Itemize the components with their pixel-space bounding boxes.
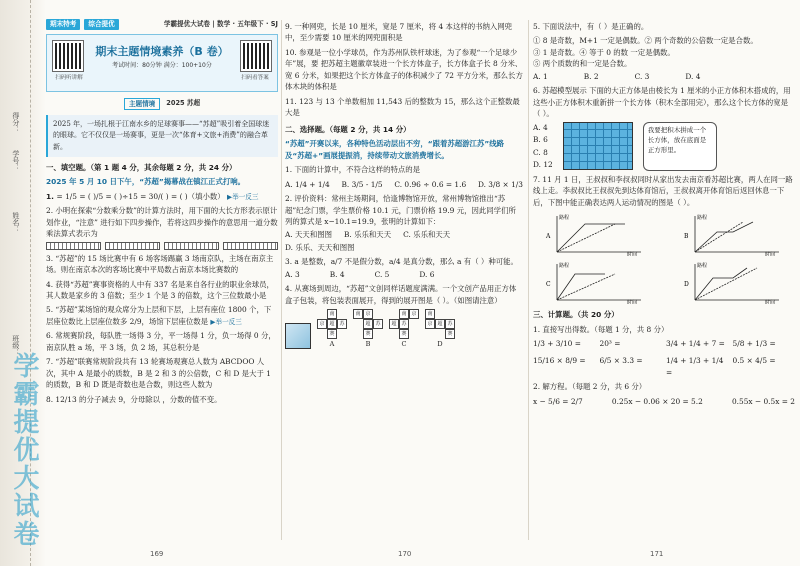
question-number: 1.: [46, 191, 57, 201]
page-number: 169: [150, 550, 164, 559]
strip: [223, 242, 278, 250]
option-c[interactable]: C. 0.96 ÷ 0.6 = 1.6: [394, 179, 467, 189]
theme-value: 2025 苏超: [166, 99, 201, 107]
question-4: 4. 获得“苏超”赛事资格的人中有 337 名是来自各行业的职业余球员，其人数是家乡的 3 倍数；至少 1 个是 3 的倍数，这个三位数最小是: [46, 279, 274, 300]
page-170: [285, 18, 523, 349]
question-9: 9. 一种网兜，长是 10 厘米，宽是 7 厘米，将 4 本这样的书纳入网兜中，至少需要 10 厘米的网兜面积是: [285, 22, 513, 43]
option-d[interactable]: D. 4: [685, 71, 701, 81]
paper-meta: 考试时间：80分钟 满分：100+10分: [112, 62, 212, 69]
option-b[interactable]: B. 乐乐和天天: [344, 229, 392, 239]
choice-1: 1. 下面的计算中，不符合这样的特点的是: [285, 165, 421, 175]
question-11: 11. 123 与 13 个单数相加 11,543 后的整数为 15，那么这个正整数最大是: [285, 96, 520, 118]
svg-text:时间: 时间: [627, 252, 638, 257]
option-d[interactable]: D. 12: [533, 160, 553, 170]
cube-nets: [285, 309, 523, 349]
choice-1-options: [285, 179, 523, 190]
subject-line: 学霸提优大试卷 | 数学 · 五年级下 · SJ: [163, 19, 278, 28]
speech-bubble: 我要把积木拼成一个长方体，放在底面是正方形里。: [643, 122, 717, 171]
net-c[interactable]: 南 京 超 苏 赛 C: [389, 309, 419, 349]
net-label: B: [365, 340, 371, 349]
svg-text:路程: 路程: [559, 215, 570, 222]
page-number: 170: [398, 550, 412, 559]
graph-label: A: [546, 233, 551, 241]
page-header: [46, 18, 278, 30]
question-1: [46, 191, 278, 202]
theme-row: [46, 98, 278, 110]
choice-6: 6. 苏超模型展示 下面的大正方体是由棱长为 1 厘米的小正方体积木搭成的，用这些小正方体积木重新拼一个长方体（积木全部用完），那么这个长方体的宽是（ ）。: [533, 86, 791, 119]
option-d[interactable]: D. 6: [419, 269, 435, 279]
net-d[interactable]: 南 京 超 苏 赛 D: [425, 309, 455, 349]
tag-final-exam: 期末特考: [46, 19, 80, 30]
section-title: 三、计算题。（共 20 分）: [533, 310, 619, 320]
option-a[interactable]: A. 天天和图图: [285, 229, 332, 239]
svg-text:路程: 路程: [559, 263, 570, 270]
student-id-field: 学号：: [11, 150, 20, 171]
question-8: 8. 12/13 的分子减去 9，分母除以 ，分数的值不变。: [46, 394, 222, 404]
calc-item: 20³ =: [599, 338, 621, 348]
section-title: 一、填空题。（第 1 题 4 分，其余每题 2 分，共 24 分）: [46, 162, 237, 172]
choice-5-options: [533, 71, 795, 82]
calc-item: 0.5 × 4/5 =: [732, 356, 776, 366]
motion-graphs: [533, 212, 795, 304]
option-b[interactable]: B. 3/5 - 1/5: [341, 179, 383, 189]
theme-label: 主题情境: [124, 98, 160, 110]
net-b[interactable]: 南 京 超 苏 赛 B: [353, 309, 383, 349]
name-field: 姓名：: [11, 212, 20, 233]
net-label: A: [329, 340, 335, 349]
calc-item: 1/4 + 1/3 + 1/4 =: [666, 356, 724, 377]
date-line: 2025 年 5 月 10 日下午，“苏超”揭幕战在镇江正式打响。: [46, 177, 246, 187]
page-169: [46, 18, 278, 405]
equations: [533, 396, 795, 407]
svg-text:路程: 路程: [697, 215, 708, 222]
binding-strip: [0, 0, 46, 566]
choice-3-options: [285, 269, 523, 280]
column-divider: [281, 20, 282, 540]
score-field: 得分：: [11, 112, 20, 133]
calc-item: 5/8 + 1/3 =: [732, 338, 776, 348]
calc-part-2: 2. 解方程。（每题 2 分，共 6 分）: [533, 382, 647, 392]
svg-text:时间: 时间: [627, 300, 638, 305]
column-divider: [528, 20, 529, 540]
svg-text:B: B: [684, 233, 689, 241]
strip: [105, 242, 160, 250]
option-c[interactable]: C. 5: [374, 269, 390, 279]
paper-title: 期末主题情境素养（B 卷）: [95, 45, 229, 58]
calc-item: 15/16 × 8/9 =: [533, 356, 586, 366]
practice-note: ▶举一反三: [227, 192, 259, 201]
graph-c[interactable]: [533, 260, 657, 304]
calc-item: 3/4 + 1/4 + 7 =: [666, 338, 725, 348]
section-title: 二、选择题。（每题 2 分，共 14 分）: [285, 124, 411, 134]
graph-b[interactable]: [671, 212, 795, 256]
brand-logo: 学霸提优大试卷: [9, 352, 39, 548]
choice-2-options: [285, 229, 523, 254]
option-b[interactable]: B. 4: [329, 269, 345, 279]
equation: x − 5/6 = 2/7: [533, 396, 583, 406]
svg-text:时间: 时间: [765, 252, 776, 257]
net-label: C: [401, 340, 407, 349]
svg-text:D: D: [684, 281, 689, 289]
choice-6-body: [533, 122, 795, 171]
net-label: D: [437, 340, 443, 349]
section-fill-blank: [46, 162, 278, 173]
page-number: 171: [650, 550, 664, 559]
cube-illustration: [285, 323, 311, 349]
svg-text:路程: 路程: [697, 263, 708, 270]
section-intro: “苏超”开赛以来，各种特色活动层出不穷，“跟着苏超游江苏”线路及“苏超+”画展提振消，持续带动文旅消费增长。: [285, 139, 504, 160]
graph-a[interactable]: [533, 212, 657, 256]
qr-code-left: [53, 41, 83, 71]
title-box: [46, 34, 278, 92]
calc-item: 1/3 + 3/10 =: [533, 338, 581, 348]
option-a[interactable]: A. 1/4 + 1/4: [285, 179, 330, 189]
section-choice: [285, 124, 523, 135]
choice-6-options: [533, 122, 553, 171]
equation: 0.25x − 0.06 × 20 = 5.2: [611, 396, 703, 406]
strip: [164, 242, 219, 250]
question-7: 7. “苏超”联赛常规阶段共有 13 轮赛场观赛总人数为 ABCDOO 人次，其中 A 是最小的质数，B 是 2 和 3 的公倍数，C 和 D 是大于 1 的质数，B 和 D 既是奇数也是合数，则这些人数为: [46, 357, 271, 390]
question-3: 3. “苏超”的 15 场比赛中有 6 场客场踢赢 3 场南京队，主场在南京主场。则在南京本次的客场比赛中平局数占南京本场比赛数的: [46, 253, 274, 275]
graph-d[interactable]: [671, 260, 795, 304]
choice-7: 7. 11 月 1 日，王叔叔和李叔叔同时从家出发去南京看苏超比赛，两人在同一路线上走。李叔叔比王叔叔先到达体育馆后，王叔叔离开体育馆后返回休息一下后，下图中能正确表达两人运动情况的图是（ ）。: [533, 174, 793, 207]
intro-paragraph: 2025 年，一场扎根于江南水乡的足球赛事——“苏超”吸引着全国球迷的眼球。它不仅仅是一场赛事，更是一次“体育+文旅+消费”的融合革新。: [46, 115, 278, 157]
choice-4: 4. 从赛场到周边，“苏超”文创同样话题度满满。一个文创产品用正方体盒子包装，将包装表面展开，得到的展开图是（ ）。（如图请注意）: [285, 284, 517, 305]
statement: ③ 1 是奇数。④ 等于 0 的数 一定是偶数。: [533, 47, 675, 57]
statement: ① 8 是奇数，M+1 一定是偶数。② 两个奇数的公倍数一定是合数。: [533, 36, 758, 46]
qr-code-right: [241, 41, 271, 71]
option-d[interactable]: D. 乐乐、天天和图图: [285, 242, 355, 252]
question-text: = 1/5 = ( )/5 = ( )÷15 = 30/( ) = ( )（填小数）: [56, 191, 225, 201]
qr-caption-left: 扫码听讲解: [55, 75, 83, 81]
option-a[interactable]: A. 4: [533, 122, 548, 132]
calc-part-1: 1. 直接写出得数。（每题 1 分，共 8 分）: [533, 324, 669, 334]
section-calculation: [533, 309, 795, 320]
fraction-strips: [46, 242, 278, 250]
question-10: 10. 参观是一位小学球员，作为苏州队铁杆球迷，为了参观“一个足球少年”展，要 把苏超主题徽章装进一个长方体盒子，长方体盒子长 8 分米、宽 6 分米，如果把这个长方体盒子的体积减少了 72 平方分米，那么长方体木块的体积是: [285, 47, 523, 92]
practice-note: ▶举一反三: [210, 317, 242, 326]
svg-text:时间: 时间: [765, 300, 776, 305]
option-c[interactable]: C. 乐乐和天天: [403, 229, 451, 239]
cube-block-image: [563, 122, 633, 170]
page-171: [533, 18, 795, 407]
equation: 0.55x − 0.5x = 2: [731, 396, 795, 406]
option-c[interactable]: C. 3: [634, 71, 650, 81]
class-field: 班级：: [11, 335, 20, 356]
svg-text:C: C: [546, 281, 551, 289]
option-d[interactable]: D. 3/8 × 1/3: [477, 179, 523, 189]
calc-item: 6/5 × 3.3 =: [599, 356, 643, 366]
option-c[interactable]: C. 8: [533, 147, 548, 157]
choice-5: 5. 下面说法中，有（ ）是正确的。: [533, 22, 649, 31]
strip: [46, 242, 101, 250]
question-2: 2. 小明在探索“分数乘分数”的计算方法时，用下面的大长方形表示原计划作业，“注意” 进行如下四步操作，若将这四步操作的意思用一道分数乘法算式表示为: [46, 206, 278, 239]
choice-2: 2. 评价资料：常州主场期间，恰逢博物馆开放，常州博物馆推出“苏超”纪念门票，学生票价格 10.1 元，门票价格 19.9 元，因此同学们所列的算式是 x−10.1=19.9，张明的计算如下：: [285, 194, 516, 227]
option-a[interactable]: A. 3: [285, 269, 300, 279]
statement: ⑤ 两个质数的和一定是合数。: [533, 59, 632, 69]
choice-3: 3. a 是整数，a/7 不是假分数，a/4 是真分数，那么 a 有（ ）种可能。: [285, 257, 518, 267]
option-b[interactable]: B. 2: [583, 71, 599, 81]
calc-items: [533, 338, 795, 378]
qr-caption-right: 扫码看答案: [241, 75, 269, 81]
net-a[interactable]: 南 京 超 苏 赛 A: [317, 309, 347, 349]
question-text: 5. “苏超”某场馆的观众席分为上层和下层，上层有座位 1800 个，下层座位数比上层座位数多 2/9，场馆下层座位数是: [46, 305, 272, 326]
option-b[interactable]: B. 6: [533, 135, 548, 145]
tag-comprehensive: 综合提优: [84, 19, 118, 30]
option-a[interactable]: A. 1: [533, 71, 548, 81]
question-5: [46, 304, 278, 327]
question-6: 6. 常规赛阶段，每队胜一场得 3 分，平一场得 1 分，负一场得 0 分，南京队胜 a 场，平 3 场，负 2 场，其总积分是: [46, 331, 276, 352]
